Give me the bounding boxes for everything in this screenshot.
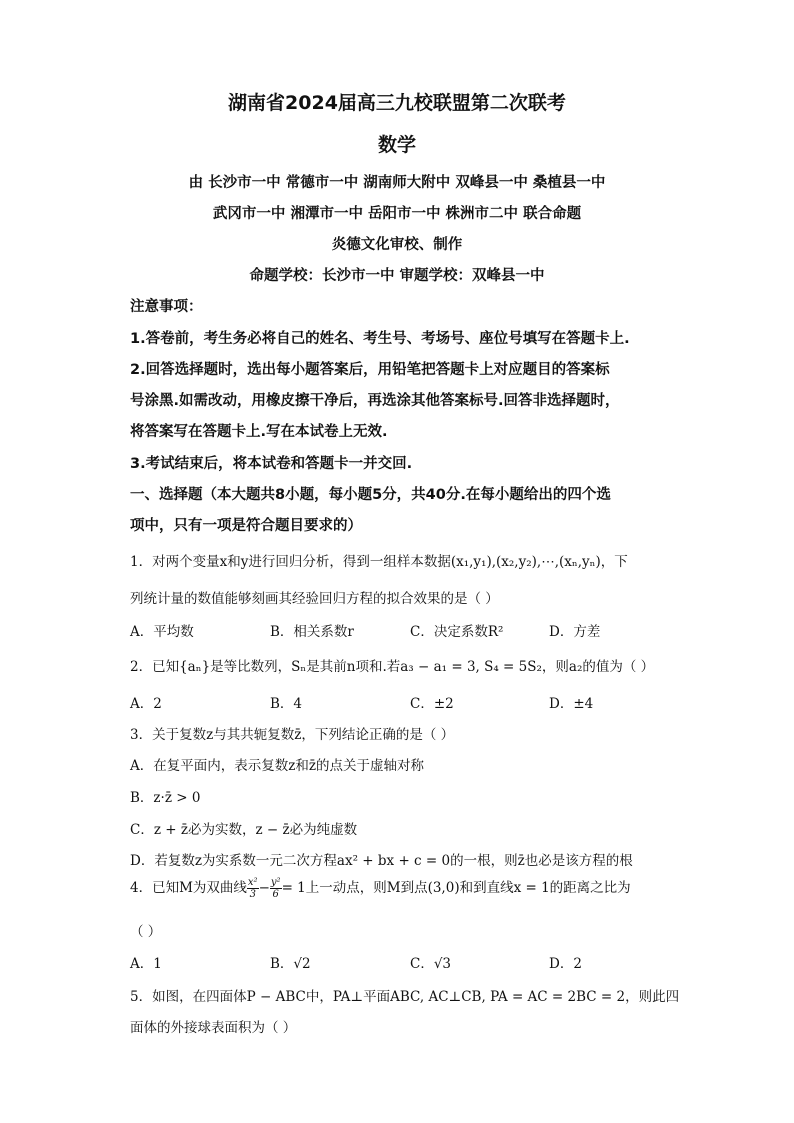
question-4-option-b: B．√2 (270, 956, 311, 972)
question-2-option-b: B．4 (270, 696, 303, 712)
hyperbola-fraction-y (270, 877, 282, 900)
fraction-x-denominator: 3 (249, 889, 256, 900)
question-4-text (130, 876, 631, 900)
question-4-option-d: D．2 (549, 956, 582, 972)
question-4-prefix: 4．已知M为双曲线 (130, 880, 247, 896)
question-4-option-c: C．√3 (410, 956, 452, 972)
fraction-y-numerator: y² (270, 877, 281, 888)
note-3: 3.考试结束后，将本试卷和答题卡一并交回. (130, 456, 413, 472)
note-2a: 2.回答选择题时，选出每小题答案后，用铅笔把答题卡上对应题目的答案标 (130, 362, 610, 378)
question-5-text-a: 5．如图，在四面体P − ABC中，PA⊥平面ABC, AC⊥CB, PA = AC = 2BC = 2，则此四 (130, 989, 680, 1005)
exam-title: 湖南省2024届高三九校联盟第二次联考 (228, 92, 566, 114)
schools-line-2: 武冈市一中 湘潭市一中 岳阳市一中 株洲市二中 联合命题 (212, 206, 582, 222)
setter-line: 命题学校：长沙市一中 审题学校：双峰县一中 (249, 268, 545, 284)
question-3-option-b: B．z·z̄ > 0 (130, 790, 201, 806)
question-3-option-c: C．z + z̄必为实数，z − z̄必为纯虚数 (130, 822, 358, 838)
schools-line-1: 由 长沙市一中 常德市一中 湖南师大附中 双峰县一中 桑植县一中 (188, 175, 606, 191)
question-3-option-d: D．若复数z为实系数一元二次方程ax² + bx + c = 0的一根，则z̄也必是该方程的根 (130, 853, 633, 869)
notes-heading: 注意事项： (130, 299, 203, 315)
question-2-option-a: A．2 (130, 696, 162, 712)
question-1-text-a: 1．对两个变量x和y进行回归分析，得到一组样本数据(x₁,y₁),(x₂,y₂),⋯,(xₙ,yₙ)，下 (130, 554, 628, 570)
question-5-text-b: 面体的外接球表面积为（ ） (130, 1020, 297, 1036)
section-1-heading-a: 一、选择题（本大题共8小题，每小题5分，共40分.在每小题给出的四个选 (130, 487, 611, 503)
question-1-option-a: A．平均数 (130, 624, 194, 640)
question-4-option-a: A．1 (130, 956, 162, 972)
question-3-text: 3．关于复数z与其共轭复数z̄，下列结论正确的是（ ） (130, 727, 455, 743)
question-3-option-a: A．在复平面内，表示复数z和z̄的点关于虚轴对称 (130, 758, 424, 774)
question-1-option-c: C．决定系数R² (410, 624, 504, 640)
hyperbola-fraction-x (247, 877, 259, 900)
subject-title: 数学 (377, 134, 416, 156)
note-1: 1.答卷前，考生务必将自己的姓名、考生号、考场号、座位号填写在答题卡上. (130, 331, 630, 347)
note-2c: 将答案写在答题卡上.写在本试卷上无效. (130, 424, 388, 440)
fraction-x-numerator: x² (247, 877, 258, 888)
question-1-option-b: B．相关系数r (270, 624, 354, 640)
question-4-answer-paren: （ ） (130, 924, 162, 940)
question-2-option-d: D．±4 (549, 696, 594, 712)
question-1-text-b: 列统计量的数值能够刻画其经验回归方程的拟合效果的是（ ） (130, 591, 499, 607)
fraction-minus-sign: − (258, 880, 270, 896)
question-1-option-d: D．方差 (549, 624, 601, 640)
question-2-text: 2．已知{aₙ}是等比数列，Sₙ是其前n项和.若a₃ − a₁ = 3, S₄ = 5S₂，则a₂的值为（ ） (130, 659, 655, 675)
fraction-y-denominator: 6 (272, 889, 279, 900)
note-2b: 号涂黑.如需改动，用橡皮擦干净后，再选涂其他答案标号.回答非选择题时， (130, 393, 620, 409)
publisher-line: 炎德文化审校、制作 (331, 237, 463, 253)
question-2-option-c: C．±2 (410, 696, 454, 712)
section-1-heading-b: 项中，只有一项是符合题目要求的） (130, 518, 362, 534)
question-4-suffix: = 1上一动点，则M到点(3,0)和到直线x = 1的距离之比为 (281, 880, 631, 896)
